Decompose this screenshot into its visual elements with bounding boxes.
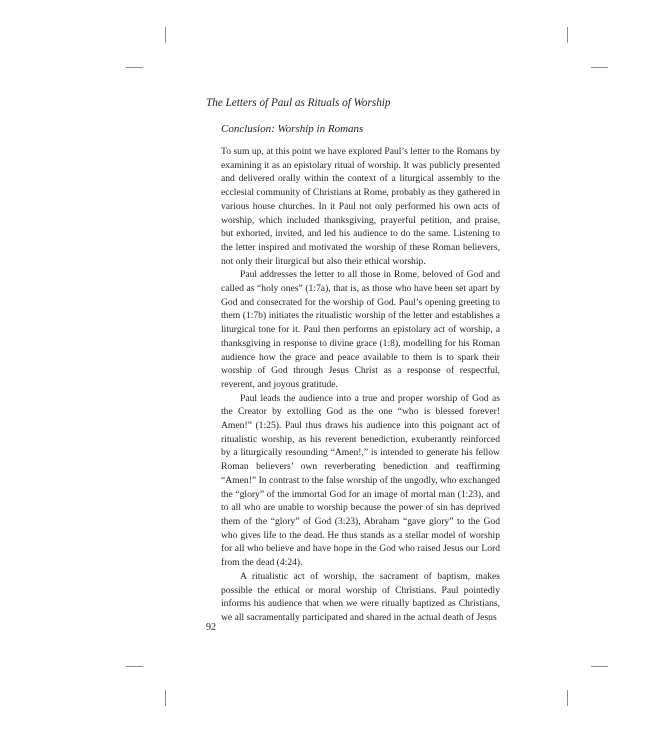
crop-mark-left-lower	[126, 666, 143, 667]
crop-mark-top-left	[165, 27, 166, 43]
crop-mark-left-upper	[126, 67, 143, 68]
crop-mark-right-upper	[591, 67, 608, 68]
crop-mark-bottom-left	[165, 690, 166, 706]
paragraph: To sum up, at this point we have explored Paul’s letter to the Romans by examining it as an epistolary ritual of worship. It was publicly presented and delivered orally within the context of a liturgical assembly to the ecclesial community of Christians at Rome, probably as they gathered in various house churches. In it Paul not only performed his own acts of worship, which included thanksgiving, prayerful petition, and praise, but exhorted, invited, and led his audience to do the same. Listening to the letter inspired and motivated the worship of these Roman believers, not only their liturgical but also their ethical worship.	[221, 146, 500, 267]
body-text	[221, 145, 500, 625]
section-heading: Conclusion: Worship in Romans	[221, 123, 364, 135]
paragraph: A ritualistic act of worship, the sacrament of baptism, makes possible the ethical or moral worship of Christians. Paul pointedly informs his audience that when we were ritually baptized as Christians, we all sacramentally participated and shared in the actual death of Jesus	[221, 570, 500, 623]
paragraph: Paul addresses the letter to all those in Rome, beloved of God and called as “holy ones” (1:7a), that is, as those who have been set apart by God and consecrated for the worship of God. Paul’s opening greeting to them (1:7b) initiates the ritualistic worship of the letter and establishes a liturgical tone for it. Paul then performs an epistolary act of worship, a thanksgiving in response to divine grace (1:8), modelling for his Roman audience how the grace and peace available to them is to spark their worship of God through Jesus Christ as a response of respectful, reverent, and joyous gratitude.	[221, 269, 500, 390]
crop-mark-right-lower	[591, 666, 608, 667]
page-number: 92	[206, 622, 216, 633]
running-head: The Letters of Paul as Rituals of Worship	[206, 97, 391, 109]
crop-mark-bottom-right	[567, 690, 568, 706]
crop-mark-top-right	[567, 27, 568, 43]
paragraph: Paul leads the audience into a true and proper worship of God as the Creator by extolling God as the one “who is blessed forever! Amen!” (1:25). Paul thus draws his audience into this poignant act of ritualistic worship, as his reverent benediction, exuberantly reinforced by a liturgically resounding “Amen!,” is intended to generate his fellow Roman believers’ own reverberating benediction and reaffirming “Amen!” In contrast to the false worship of the ungodly, who exchanged the “glory” of the immortal God for an image of mortal man (1:23), and to all who are unable to worship because the power of sin has deprived them of the “glory” of God (3:23), Abraham “gave glory” to the God who gives life to the dead. He thus stands as a stellar model of worship for all who believe and have hope in the God who raised Jesus our Lord from the dead (4:24).	[221, 392, 500, 569]
